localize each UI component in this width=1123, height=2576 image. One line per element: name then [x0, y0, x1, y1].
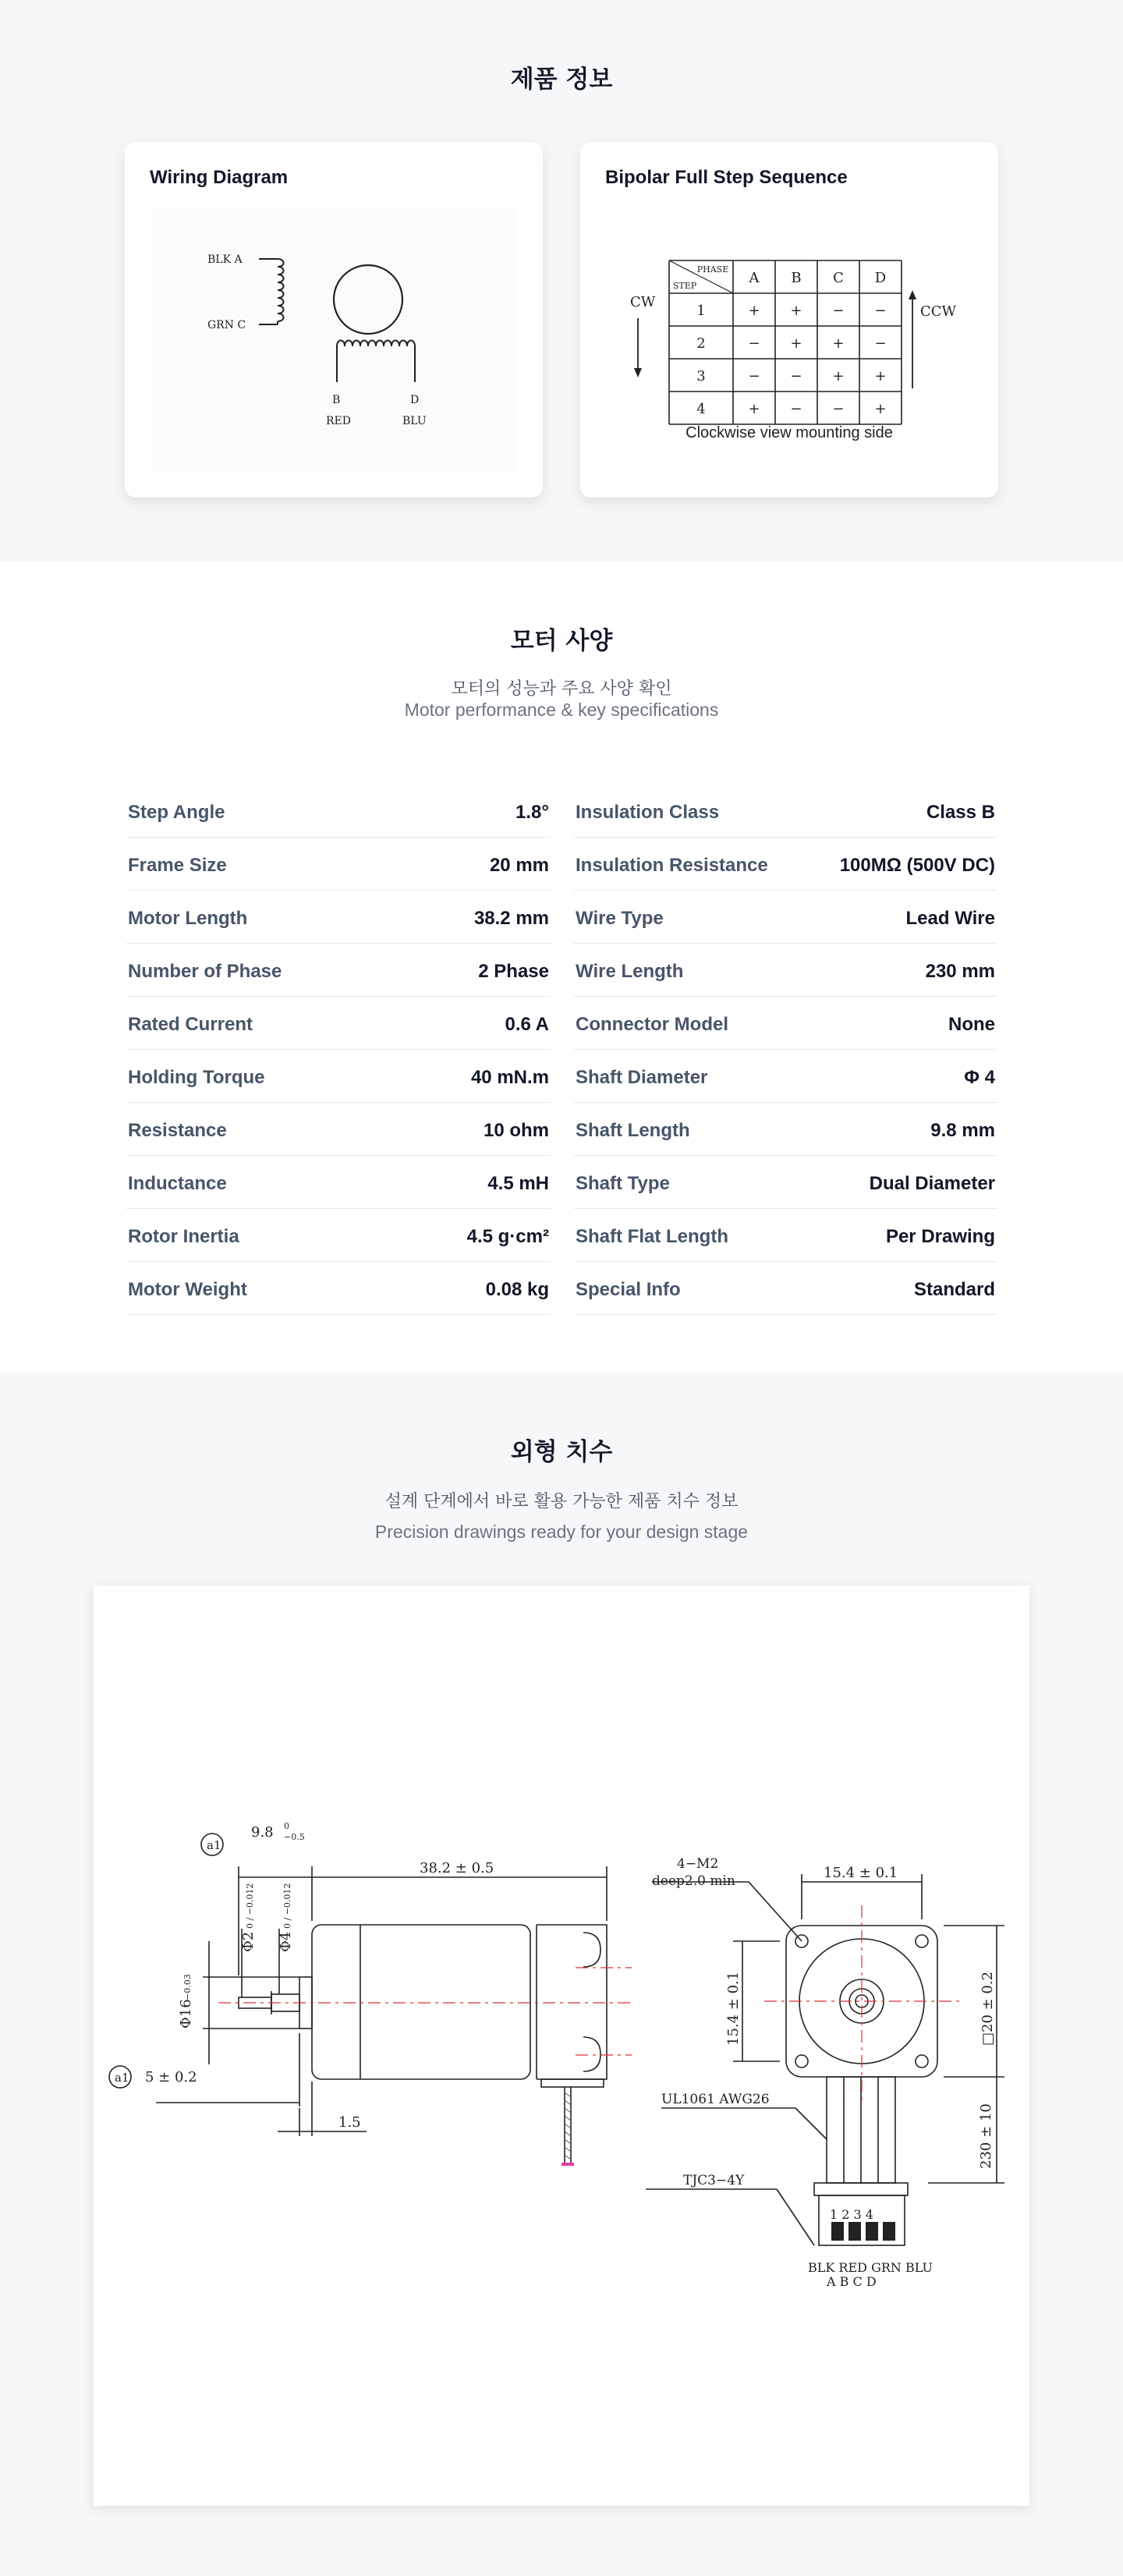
wiring-diagram-figure	[153, 207, 515, 473]
phi16-dim: Φ16	[178, 1999, 194, 2029]
spec-row	[574, 1156, 997, 1209]
phi4-dim: Φ4	[278, 1931, 294, 1952]
spec-label: Inductance	[128, 1173, 227, 1194]
wire-label-grn-c: GRN C	[207, 319, 246, 331]
spec-value: 38.2 mm	[473, 908, 549, 929]
spec-row	[574, 785, 997, 838]
spec-row	[574, 1209, 997, 1262]
spec-value: 20 mm	[489, 855, 549, 876]
spec-value: 100MΩ (500V DC)	[839, 855, 995, 876]
spec-label: Shaft Flat Length	[576, 1226, 728, 1247]
product-info-section	[0, 0, 1123, 562]
spec-value: 230 mm	[925, 961, 995, 982]
spec-label: Wire Length	[576, 961, 684, 982]
phi16-tol: −0.03	[182, 1974, 193, 2000]
dimension-drawing	[94, 1586, 1029, 2506]
spec-row	[574, 944, 997, 997]
spec-value: None	[948, 1014, 995, 1035]
spec-row	[574, 891, 997, 944]
spec-value: Standard	[913, 1279, 995, 1300]
step-header: STEP	[672, 281, 697, 291]
sequence-cell: +	[874, 401, 887, 417]
spec-row	[126, 838, 551, 891]
spec-row	[574, 1262, 997, 1315]
spec-value: Dual Diameter	[869, 1173, 995, 1194]
dimensions-subtitle-en: Precision drawings ready for your design stage	[374, 1522, 749, 1542]
dimensions-subtitle-ko: 설계 단계에서 바로 활용 가능한 제품 치수 정보	[384, 1492, 739, 1511]
dimension-drawing-card	[94, 1586, 1029, 2506]
step-sequence-title: Bipolar Full Step Sequence	[605, 167, 848, 188]
boss-length-dim: 5 ± 0.2	[145, 2069, 197, 2085]
sequence-cell: +	[832, 368, 845, 384]
phase-d-header: D	[874, 270, 887, 286]
sequence-cell: +	[748, 401, 760, 417]
phase-header: PHASE	[696, 264, 729, 275]
wire-label-d: D	[410, 394, 420, 406]
spec-value: Class B	[926, 802, 995, 823]
spec-label: Motor Weight	[128, 1279, 247, 1300]
sequence-cell: −	[790, 401, 802, 417]
spec-row	[126, 1209, 551, 1262]
spec-label: Wire Type	[576, 908, 664, 929]
spec-value: Φ 4	[964, 1067, 995, 1088]
connector-label: TJC3−4Y	[683, 2173, 745, 2188]
wire-label-red: RED	[326, 415, 351, 427]
spec-row	[126, 1156, 551, 1209]
spec-value: Lead Wire	[905, 908, 995, 929]
spec-label: Motor Length	[128, 908, 248, 929]
motor-spec-subtitle-en: Motor performance & key specifications	[404, 700, 719, 720]
front-height-dim: 15.4 ± 0.1	[725, 1971, 742, 2046]
wiring-diagram-card	[125, 142, 543, 498]
cable-spec-label: UL1061 AWG26	[661, 2092, 770, 2107]
sequence-caption: Clockwise view mounting side	[685, 424, 893, 441]
spec-label: Connector Model	[576, 1014, 728, 1035]
spec-value: 0.6 A	[505, 1014, 549, 1035]
sequence-cell: −	[874, 335, 887, 352]
spec-row	[126, 785, 551, 838]
square-dim: □20 ± 0.2	[980, 1971, 996, 2046]
spec-label: Insulation Class	[576, 802, 720, 823]
motor-spec-title: 모터 사양	[510, 627, 613, 655]
spec-row	[126, 891, 551, 944]
spec-label: Step Angle	[128, 802, 225, 823]
spec-label: Shaft Type	[576, 1173, 670, 1194]
a1-top-marker: a1	[207, 1838, 221, 1852]
spec-row	[126, 1262, 551, 1315]
shaft-length-tol-bottom: −0.5	[284, 1832, 305, 1842]
a1-bottom-marker: a1	[115, 2071, 129, 2085]
sequence-cell: −	[874, 303, 887, 319]
sequence-cell: −	[790, 368, 802, 384]
spec-label: Shaft Diameter	[576, 1067, 708, 1088]
spec-label: Shaft Length	[576, 1120, 690, 1141]
spec-value: Per Drawing	[885, 1226, 995, 1247]
spec-row	[574, 997, 997, 1050]
spec-label: Holding Torque	[128, 1067, 265, 1088]
spec-value: 40 mN.m	[470, 1067, 549, 1088]
spec-row	[126, 1103, 551, 1156]
step-number: 1	[696, 303, 706, 319]
spec-value: 9.8 mm	[930, 1120, 995, 1141]
dimensions-title: 외형 치수	[510, 1438, 613, 1466]
phase-a-header: A	[749, 270, 760, 286]
step-sequence-card	[580, 142, 998, 498]
sequence-cell: +	[832, 335, 845, 352]
sequence-cell: +	[874, 368, 887, 384]
sequence-cell: −	[832, 401, 845, 417]
phase-c-header: C	[833, 270, 844, 286]
spec-value: 10 ohm	[483, 1120, 549, 1141]
holes-depth-label: deep2.0 min	[652, 1873, 735, 1889]
flange-dim: 1.5	[338, 2114, 361, 2131]
sequence-cell: −	[748, 368, 760, 384]
wire-label-blk-a: BLK A	[207, 253, 243, 266]
spec-value: 4.5 g·cm²	[466, 1226, 549, 1247]
wire-letters: A B C D	[827, 2274, 877, 2289]
spec-row	[574, 1103, 997, 1156]
spec-value: 4.5 mH	[487, 1173, 549, 1194]
spec-label: Rotor Inertia	[128, 1226, 239, 1247]
spec-value: 2 Phase	[478, 961, 549, 982]
step-number: 4	[696, 401, 706, 417]
spec-row	[126, 944, 551, 997]
sequence-cell: −	[832, 303, 845, 319]
spec-value: 1.8°	[515, 802, 549, 823]
spec-row	[574, 838, 997, 891]
spec-label: Special Info	[576, 1279, 681, 1300]
sequence-cell: +	[790, 303, 802, 319]
spec-row	[574, 1050, 997, 1103]
phi2-dim: Φ2	[240, 1931, 257, 1952]
spec-row	[126, 997, 551, 1050]
shaft-length-dim: 9.8	[251, 1824, 274, 1841]
step-sequence-table	[611, 236, 970, 454]
wiring-diagram-title: Wiring Diagram	[150, 167, 289, 188]
spec-label: Number of Phase	[128, 961, 282, 982]
wire-colors: BLK RED GRN BLU	[808, 2260, 933, 2275]
spec-row	[126, 1050, 551, 1103]
step-number: 2	[696, 335, 706, 352]
motor-spec-section	[0, 562, 1123, 1373]
cable-length-dim: 230 ± 10	[978, 2103, 994, 2169]
spec-label: Rated Current	[128, 1014, 253, 1035]
spec-value: 0.08 kg	[485, 1279, 549, 1300]
ccw-label: CCW	[920, 303, 957, 320]
wire-label-blu: BLU	[402, 415, 427, 427]
body-length-dim: 38.2 ± 0.5	[420, 1860, 494, 1876]
holes-label: 4−M2	[677, 1856, 719, 1872]
shaft-length-tol-top: 0	[284, 1821, 289, 1831]
spec-label: Resistance	[128, 1120, 227, 1141]
spec-label: Frame Size	[128, 855, 227, 876]
spec-label: Insulation Resistance	[576, 855, 768, 876]
sequence-cell: +	[748, 303, 760, 319]
front-width-dim: 15.4 ± 0.1	[824, 1865, 898, 1881]
product-info-title: 제품 정보	[510, 66, 613, 94]
cw-label: CW	[630, 294, 656, 310]
step-number: 3	[696, 368, 706, 384]
motor-spec-subtitle-ko: 모터의 성능과 주요 사양 확인	[451, 679, 672, 699]
sequence-cell: −	[748, 335, 760, 352]
pin-numbers: 1 2 3 4	[830, 2207, 873, 2222]
wire-label-b: B	[332, 394, 341, 406]
phi2-tol: 0 / −0.012	[245, 1883, 255, 1929]
sequence-cell: +	[790, 335, 802, 352]
phase-b-header: B	[791, 270, 802, 286]
phi4-tol: 0 / −0.012	[282, 1883, 292, 1929]
